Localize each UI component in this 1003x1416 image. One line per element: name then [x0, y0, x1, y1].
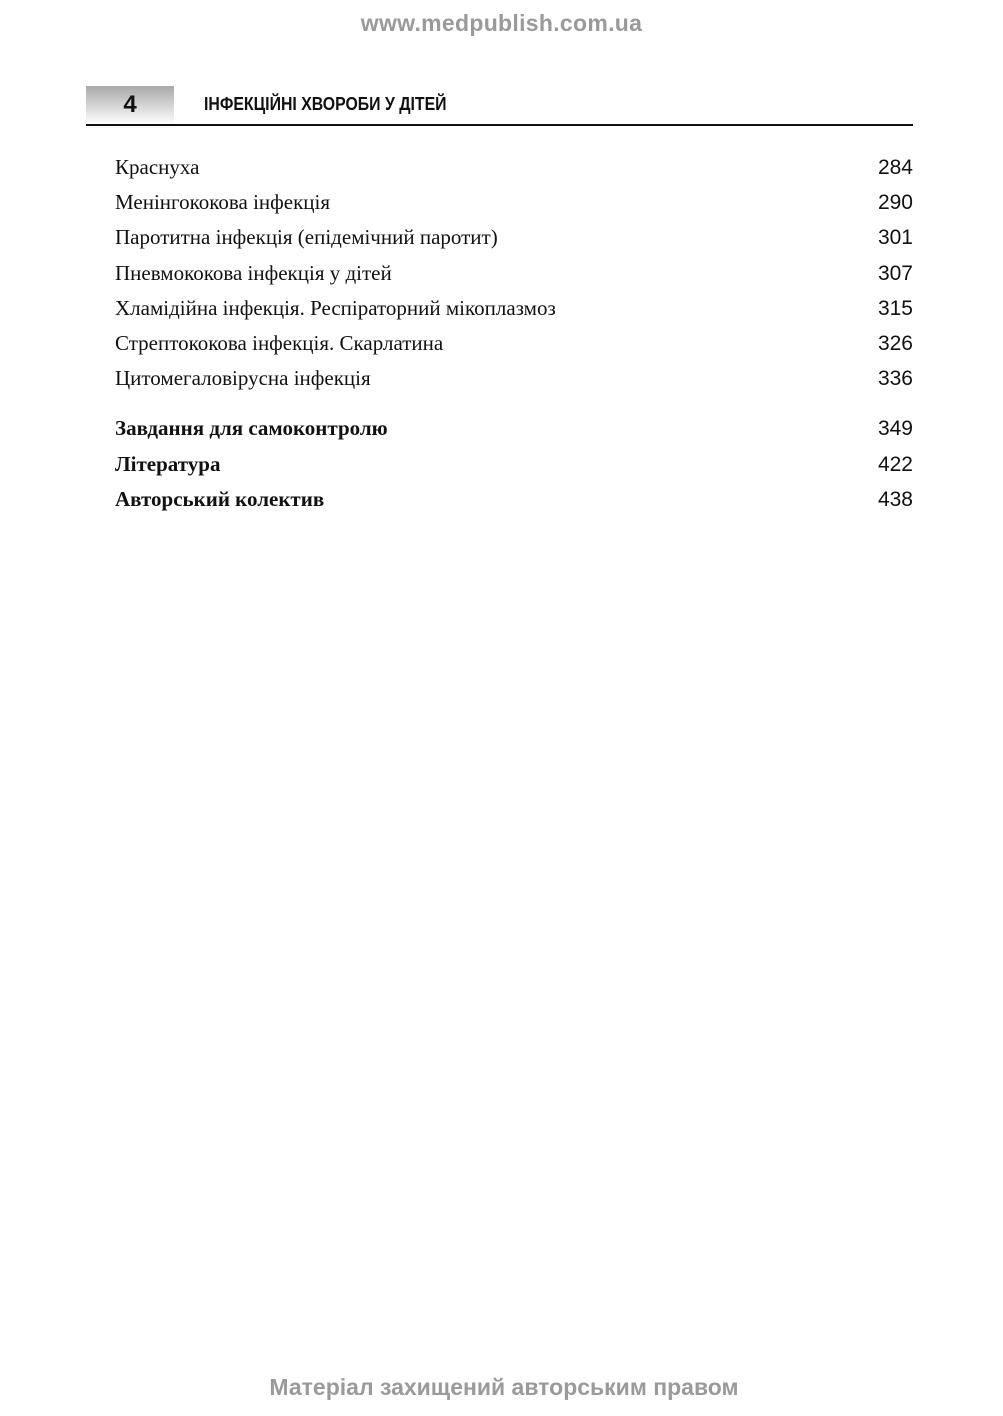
toc-entry-page: 284 — [877, 156, 913, 179]
toc-entry-page: 438 — [877, 487, 913, 511]
toc-entry-page: 290 — [877, 191, 913, 215]
copyright-note: Матеріал захищений авторським правом — [269, 1374, 739, 1400]
running-head — [86, 86, 913, 126]
toc-entry-title: Завдання для самоконтролю — [115, 416, 388, 441]
toc-entry-page: 422 — [877, 452, 913, 476]
toc-entry-page: 315 — [877, 296, 913, 320]
toc-entry-title: Цитомегаловірусна інфекція — [115, 366, 371, 391]
page-number: 4 — [86, 86, 174, 124]
toc-section-gap — [115, 396, 913, 411]
toc-entry — [115, 291, 913, 326]
toc-entry — [115, 326, 913, 361]
toc-entry-title: Паротитна інфекція (епідемічний паротит) — [115, 225, 498, 250]
toc-entry — [115, 220, 913, 255]
site-url: www.medpublish.com.ua — [360, 10, 643, 36]
toc-entry-page: 307 — [877, 261, 913, 285]
toc-entry-title: Література — [115, 451, 221, 476]
toc-entry-page: 349 — [877, 417, 913, 441]
toc-entry — [115, 256, 913, 291]
toc-entry-page: 301 — [877, 226, 913, 250]
toc-entry-title: Пневмококова інфекція у дітей — [115, 260, 392, 285]
toc-entry-title: Авторський колектив — [115, 486, 325, 511]
toc-entry-title: Стрептококова інфекція. Скарлатина — [115, 330, 444, 355]
toc-entry — [115, 150, 913, 185]
toc-entry-title: Хламідійна інфекція. Респіраторний мікоплазмоз — [115, 295, 556, 320]
toc-entry — [115, 185, 913, 220]
running-title: ІНФЕКЦІЙНІ ХВОРОБИ У ДІТЕЙ — [204, 94, 447, 114]
toc-entry-page: 326 — [877, 331, 913, 355]
toc-entry-title: Краснуха — [115, 155, 200, 179]
toc-entry — [115, 361, 913, 396]
toc-entry-bold — [115, 411, 913, 446]
toc-entry-bold — [115, 482, 913, 517]
toc-entry-bold — [115, 447, 913, 482]
toc-entry-title: Менінгококова інфекція — [115, 190, 331, 215]
table-of-contents — [115, 150, 913, 517]
toc-entry-page: 336 — [877, 367, 913, 391]
